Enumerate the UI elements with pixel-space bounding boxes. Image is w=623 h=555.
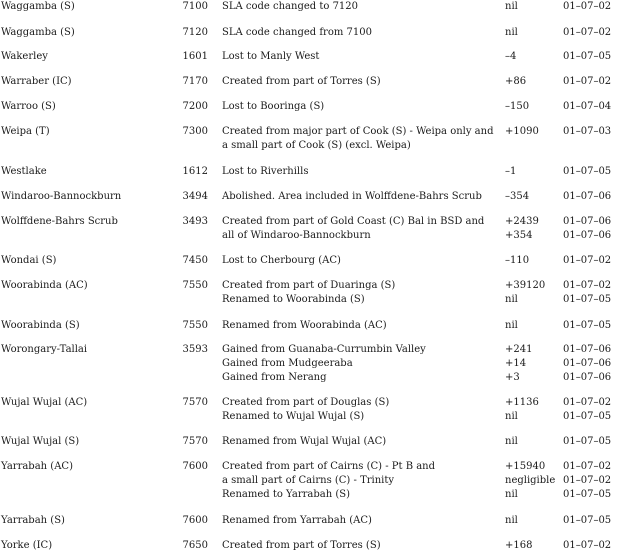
- population-change: +86: [505, 76, 527, 87]
- effective-date: 01–07–02: [563, 76, 612, 87]
- effective-date: 01–07–05: [563, 320, 612, 331]
- area-name: Yarrabah (S): [1, 515, 65, 526]
- population-change: +2439: [505, 216, 539, 227]
- population-change: nil: [505, 489, 518, 500]
- change-line: [222, 279, 623, 293]
- area-name: Wakerley: [1, 51, 48, 62]
- change-description: Renamed to Wujal Wujal (S): [222, 411, 365, 422]
- area-name: Windaroo-Bannockburn: [1, 191, 122, 202]
- change-line: [222, 139, 623, 153]
- change-line: [222, 215, 623, 229]
- change-line: [222, 75, 623, 89]
- sla-code: 7550: [182, 280, 208, 291]
- area-name: Waggamba (S): [1, 1, 75, 12]
- population-change: negligible: [505, 475, 556, 486]
- change-line: [222, 435, 623, 449]
- sla-code: 7570: [182, 397, 208, 408]
- change-lines: [222, 343, 623, 385]
- sla-code: 7170: [182, 76, 208, 87]
- effective-date: 01–07–02: [563, 255, 612, 266]
- sla-code: 7600: [182, 515, 208, 526]
- population-change: –110: [505, 255, 530, 266]
- area-name: Woorabinda (AC): [1, 280, 88, 291]
- change-line: [222, 460, 623, 474]
- population-change: nil: [505, 320, 518, 331]
- change-description: Created from part of Cairns (C) - Pt B and: [222, 461, 436, 472]
- effective-date: 01–07–05: [563, 489, 612, 500]
- effective-date: 01–07–02: [563, 1, 612, 12]
- change-description: all of Windaroo-Bannockburn: [222, 230, 371, 241]
- sla-code: 1612: [182, 166, 208, 177]
- effective-date: 01–07–03: [563, 126, 612, 137]
- effective-date: 01–07–06: [563, 358, 612, 369]
- population-change: –1: [505, 166, 517, 177]
- population-change: nil: [505, 436, 518, 447]
- population-change: –354: [505, 191, 530, 202]
- sla-code: 7120: [182, 27, 208, 38]
- area-name: Waggamba (S): [1, 27, 75, 38]
- change-line: [222, 26, 623, 40]
- change-lines: [222, 435, 623, 449]
- change-line: [222, 539, 623, 553]
- sla-code: 3493: [182, 216, 208, 227]
- area-name: Wondai (S): [1, 255, 57, 266]
- area-name: Westlake: [1, 166, 47, 177]
- sla-code: 7570: [182, 436, 208, 447]
- population-change: –4: [505, 51, 517, 62]
- effective-date: 01–07–04: [563, 101, 612, 112]
- population-change: +3: [505, 372, 520, 383]
- change-description: a small part of Cook (S) (excl. Weipa): [222, 140, 411, 151]
- area-name: Wolffdene-Bahrs Scrub: [1, 216, 118, 227]
- change-description: Created from part of Torres (S): [222, 540, 381, 551]
- change-description: Renamed to Yarrabah (S): [222, 489, 350, 500]
- change-description: Lost to Booringa (S): [222, 101, 325, 112]
- change-line: [222, 371, 623, 385]
- population-change: +14: [505, 358, 527, 369]
- effective-date: 01–07–06: [563, 372, 612, 383]
- change-line: [222, 488, 623, 502]
- population-change: +15940: [505, 461, 546, 472]
- population-change: +1090: [505, 126, 539, 137]
- change-line: [222, 125, 623, 139]
- sla-code: 7200: [182, 101, 208, 112]
- change-lines: [222, 100, 623, 114]
- change-line: [222, 229, 623, 243]
- effective-date: 01–07–06: [563, 230, 612, 241]
- change-lines: [222, 125, 623, 153]
- change-lines: [222, 215, 623, 243]
- change-lines: [222, 254, 623, 268]
- change-lines: [222, 190, 623, 204]
- effective-date: 01–07–02: [563, 461, 612, 472]
- population-change: nil: [505, 294, 518, 305]
- change-lines: [222, 279, 623, 307]
- population-change: +39120: [505, 280, 546, 291]
- effective-date: 01–07–05: [563, 436, 612, 447]
- area-name: Yarrabah (AC): [1, 461, 73, 472]
- change-description: Created from major part of Cook (S) - Weipa only and: [222, 126, 494, 137]
- sla-code: 7550: [182, 320, 208, 331]
- change-lines: [222, 165, 623, 179]
- change-lines: [222, 50, 623, 64]
- effective-date: 01–07–05: [563, 166, 612, 177]
- change-description: Renamed from Woorabinda (AC): [222, 320, 387, 331]
- effective-date: 01–07–06: [563, 216, 612, 227]
- sla-code: 7450: [182, 255, 208, 266]
- change-lines: [222, 460, 623, 502]
- change-description: Created from part of Duaringa (S): [222, 280, 396, 291]
- change-line: [222, 410, 623, 424]
- area-name: Yorke (IC): [1, 540, 53, 551]
- effective-date: 01–07–02: [563, 475, 612, 486]
- change-description: Created from part of Gold Coast (C) Bal in BSD and: [222, 216, 485, 227]
- population-change: nil: [505, 27, 518, 38]
- sla-code: 3494: [182, 191, 208, 202]
- change-line: [222, 293, 623, 307]
- population-change: nil: [505, 1, 518, 12]
- change-description: Created from part of Douglas (S): [222, 397, 390, 408]
- effective-date: 01–07–02: [563, 27, 612, 38]
- change-lines: [222, 75, 623, 89]
- population-change: +1136: [505, 397, 539, 408]
- change-lines: [222, 514, 623, 528]
- effective-date: 01–07–06: [563, 191, 612, 202]
- change-lines: [222, 319, 623, 333]
- change-line: [222, 319, 623, 333]
- change-description: Gained from Mudgeeraba: [222, 358, 353, 369]
- area-name: Wujal Wujal (AC): [1, 397, 88, 408]
- change-line: [222, 396, 623, 410]
- population-change: +354: [505, 230, 533, 241]
- change-description: Gained from Nerang: [222, 372, 327, 383]
- change-description: Renamed from Wujal Wujal (AC): [222, 436, 387, 447]
- area-name: Warroo (S): [1, 101, 56, 112]
- change-description: Abolished. Area included in Wolffdene-Bahrs Scrub: [222, 191, 482, 202]
- sla-code: 7300: [182, 126, 208, 137]
- sla-code: 7100: [182, 1, 208, 12]
- population-change: –150: [505, 101, 530, 112]
- population-change: +168: [505, 540, 533, 551]
- effective-date: 01–07–02: [563, 280, 612, 291]
- change-line: [222, 254, 623, 268]
- effective-date: 01–07–05: [563, 294, 612, 305]
- area-name: Weipa (T): [1, 126, 50, 137]
- change-line: [222, 190, 623, 204]
- change-description: Lost to Manly West: [222, 51, 320, 62]
- change-line: [222, 357, 623, 371]
- sla-code: 7650: [182, 540, 208, 551]
- sla-code: 1601: [182, 51, 208, 62]
- change-description: Lost to Riverhills: [222, 166, 309, 177]
- change-description: SLA code changed from 7100: [222, 27, 372, 38]
- change-line: [222, 165, 623, 179]
- effective-date: 01–07–05: [563, 515, 612, 526]
- change-line: [222, 0, 623, 14]
- change-description: Lost to Cherbourg (AC): [222, 255, 341, 266]
- change-line: [222, 514, 623, 528]
- area-name: Worongary-Tallai: [1, 344, 88, 355]
- change-lines: [222, 0, 623, 14]
- change-lines: [222, 396, 623, 424]
- change-description: SLA code changed to 7120: [222, 1, 359, 12]
- change-description: a small part of Cairns (C) - Trinity: [222, 475, 395, 486]
- change-line: [222, 474, 623, 488]
- change-line: [222, 100, 623, 114]
- change-line: [222, 50, 623, 64]
- effective-date: 01–07–06: [563, 344, 612, 355]
- sla-code: 3593: [182, 344, 208, 355]
- effective-date: 01–07–02: [563, 397, 612, 408]
- sla-code: 7600: [182, 461, 208, 472]
- change-lines: [222, 539, 623, 553]
- change-description: Renamed from Yarrabah (AC): [222, 515, 372, 526]
- population-change: nil: [505, 515, 518, 526]
- change-lines: [222, 26, 623, 40]
- area-name: Woorabinda (S): [1, 320, 80, 331]
- area-name: Wujal Wujal (S): [1, 436, 80, 447]
- change-description: Gained from Guanaba-Currumbin Valley: [222, 344, 426, 355]
- change-line: [222, 343, 623, 357]
- area-name: Warraber (IC): [1, 76, 72, 87]
- population-change: +241: [505, 344, 533, 355]
- change-description: Created from part of Torres (S): [222, 76, 381, 87]
- change-description: Renamed to Woorabinda (S): [222, 294, 365, 305]
- population-change: nil: [505, 411, 518, 422]
- effective-date: 01–07–05: [563, 51, 612, 62]
- effective-date: 01–07–02: [563, 540, 612, 551]
- effective-date: 01–07–05: [563, 411, 612, 422]
